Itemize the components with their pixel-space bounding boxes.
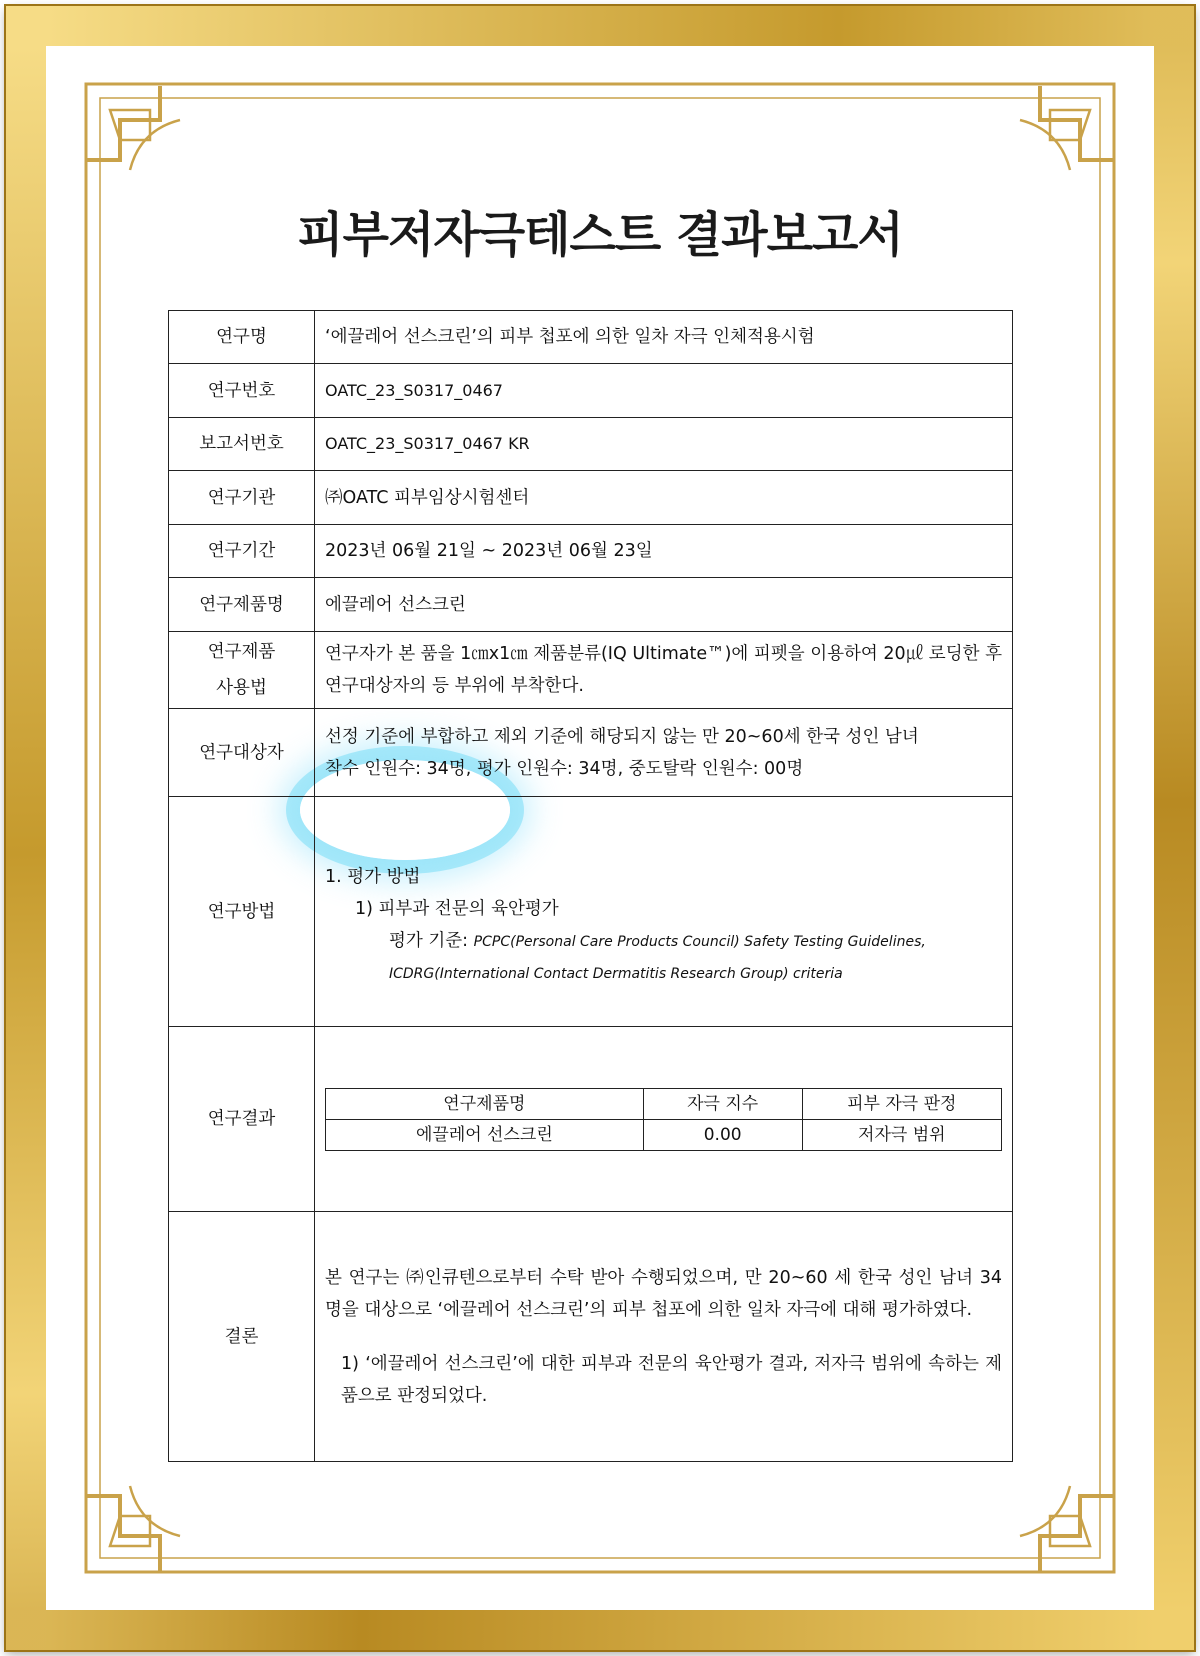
- row-label: 연구번호: [169, 364, 315, 418]
- result-header-row: [326, 1088, 1002, 1119]
- row-value: 에끌레어 선스크린: [315, 578, 1013, 632]
- subjects-line2: 착수 인원수: 34명, 평가 인원수: 34명, 중도탈락 인원수: 00명: [325, 758, 804, 779]
- result-data-row: [326, 1119, 1002, 1150]
- row-value: OATC_23_S0317_0467 KR: [315, 418, 1013, 471]
- row-label: 연구대상자: [169, 709, 315, 797]
- row-label: 보고서번호: [169, 418, 315, 471]
- criteria-text: PCPC(Personal Care Products Council) Safety Testing Guidelines, ICDRG(International Contact Dermatitis Research Group) criteria: [389, 934, 926, 982]
- result-cell-product: 에끌레어 선스크린: [326, 1119, 644, 1150]
- result-header: 피부 자극 판정: [802, 1088, 1001, 1119]
- table-row: [169, 797, 1013, 1027]
- result-cell: [315, 1027, 1013, 1212]
- report-table: [168, 310, 1013, 1462]
- method-criteria: [325, 925, 1002, 989]
- table-row: [169, 632, 1013, 709]
- subjects-cell: [315, 709, 1013, 797]
- row-label: 연구결과: [169, 1027, 315, 1212]
- row-label: 연구기간: [169, 525, 315, 578]
- table-row: [169, 1212, 1013, 1462]
- row-label: 연구방법: [169, 797, 315, 1027]
- table-row: [169, 1027, 1013, 1212]
- table-row: [169, 471, 1013, 525]
- row-label: 연구명: [169, 311, 315, 364]
- row-label: 결론: [169, 1212, 315, 1462]
- report-title: 피부저자극테스트 결과보고서: [297, 207, 903, 263]
- criteria-label: 평가 기준:: [389, 931, 469, 951]
- subjects-line1: 선정 기준에 부합하고 제외 기준에 해당되지 않는 만 20~60세 한국 성인 남녀: [325, 726, 919, 747]
- row-value: ‘에끌레어 선스크린’의 피부 첩포에 의한 일차 자극 인체적용시험: [315, 311, 1013, 364]
- usage-label-line2: 사용법: [216, 678, 267, 698]
- table-row: [169, 525, 1013, 578]
- table-row: [169, 418, 1013, 471]
- table-row: [169, 578, 1013, 632]
- method-item1-sub: 1) 피부과 전문의 육안평가: [355, 899, 559, 919]
- row-value: OATC_23_S0317_0467: [315, 364, 1013, 418]
- row-value: ㈜OATC 피부임상시험센터: [315, 471, 1013, 525]
- conclusion-cell: [315, 1212, 1013, 1462]
- result-cell-index: 0.00: [643, 1119, 802, 1150]
- conclusion-para2: 1) ‘에끌레어 선스크린’에 대한 피부과 전문의 육안평가 결과, 저자극 범위에 속하는 제품으로 판정되었다.: [341, 1353, 1002, 1406]
- row-label: [169, 632, 315, 709]
- row-value: 2023년 06월 21일 ~ 2023년 06월 23일: [315, 525, 1013, 578]
- method-cell: [315, 797, 1013, 1027]
- table-row: [169, 364, 1013, 418]
- row-label: 연구기관: [169, 471, 315, 525]
- table-row: [169, 709, 1013, 797]
- result-table: [325, 1088, 1002, 1151]
- result-header: 연구제품명: [326, 1088, 644, 1119]
- result-header: 자극 지수: [643, 1088, 802, 1119]
- usage-text: 연구자가 본 품을 1㎝x1㎝ 제품분류(IQ Ultimate™)에 피펫을 이용하여 20㎕ 로딩한 후 연구대상자의 등 부위에 부착한다.: [315, 632, 1013, 709]
- method-item1: 1. 평가 방법: [325, 867, 421, 887]
- table-row: [169, 311, 1013, 364]
- usage-label-line1: 연구제품: [207, 642, 276, 662]
- conclusion-para1: 본 연구는 ㈜인큐텐으로부터 수탁 받아 수행되었으며, 만 20~60 세 한국 성인 남녀 34 명을 대상으로 ‘에끌레어 선스크린’의 피부 첩포에 의한 일차 자극에 대해 평가하였다.: [325, 1267, 1002, 1320]
- result-cell-judgement: 저자극 범위: [802, 1119, 1001, 1150]
- row-label: 연구제품명: [169, 578, 315, 632]
